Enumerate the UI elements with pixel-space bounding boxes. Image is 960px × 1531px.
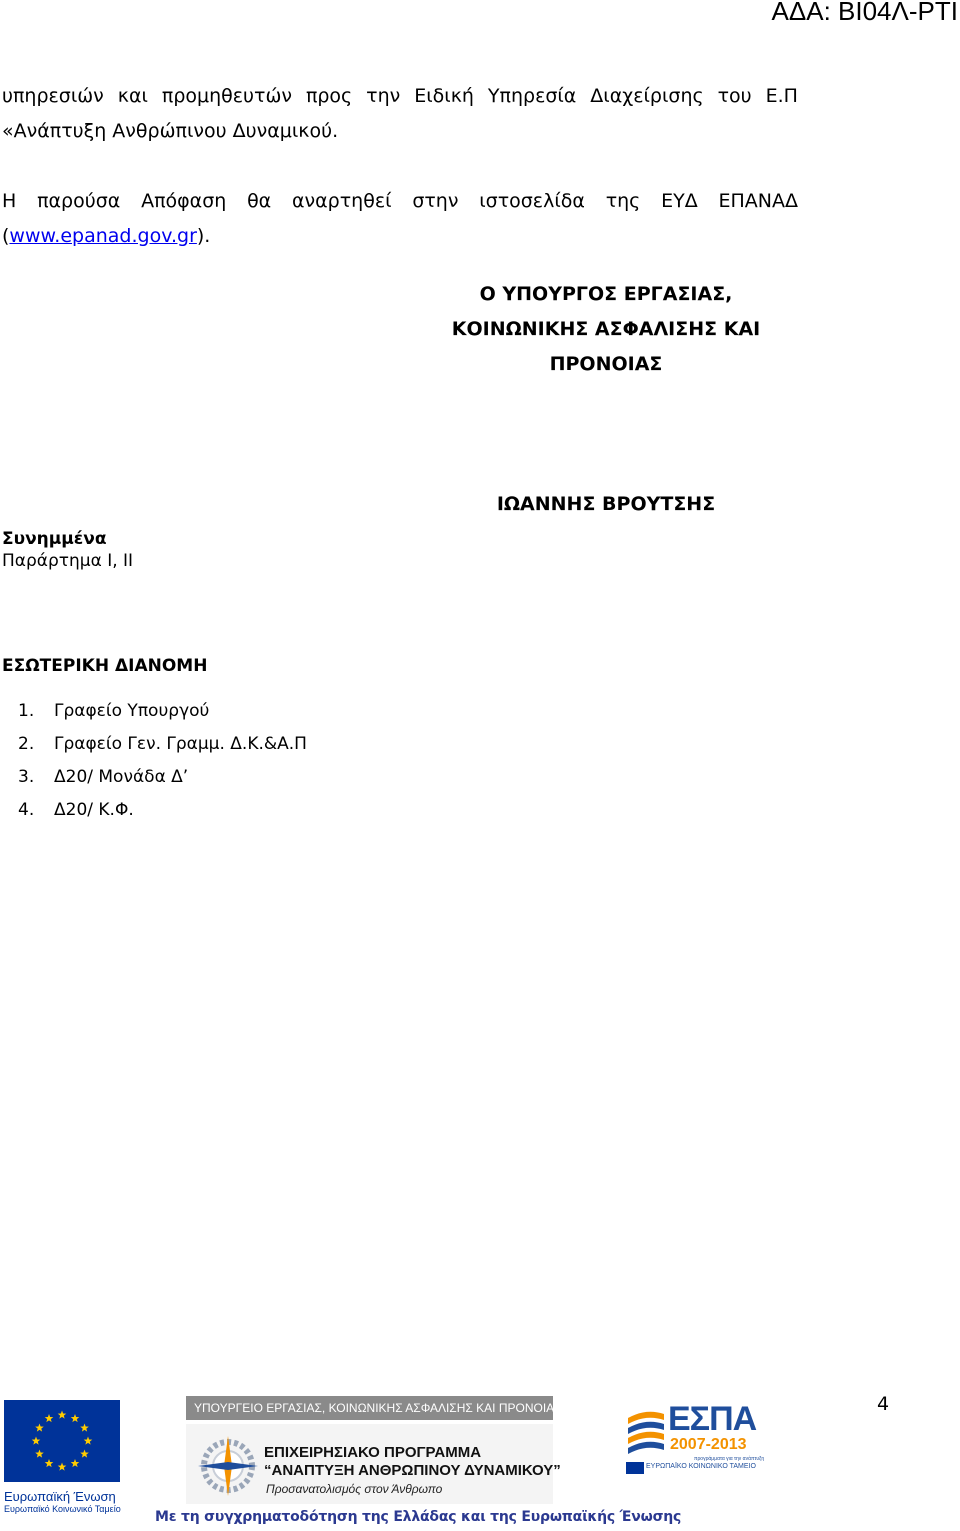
attachments bbox=[2, 528, 133, 572]
espa-logo bbox=[626, 1400, 765, 1482]
paragraph-2 bbox=[2, 184, 798, 254]
eu-flag-icon bbox=[4, 1400, 120, 1482]
paragraph-1-line-1 bbox=[2, 79, 798, 114]
word: Ειδική bbox=[414, 85, 474, 107]
op-line-2: “ΑΝΑΠΤΥΞΗ ΑΝΘΡΩΠΙΝΟΥ ΔΥΝΑΜΙΚΟΥ” bbox=[264, 1462, 561, 1479]
signature-title-line-3: ΠΡΟΝΟΙΑΣ bbox=[549, 353, 663, 375]
signature-title-line-2: ΚΟΙΝΩΝΙΚΗΣ ΑΣΦΑΛΙΣΗΣ ΚΑΙ bbox=[451, 318, 761, 340]
word: της bbox=[605, 190, 641, 212]
word: ΕΥΔ bbox=[661, 190, 698, 212]
word: παρούσα bbox=[37, 190, 121, 212]
ministry-band-text: ΥΠΟΥΡΓΕΙΟ ΕΡΓΑΣΙΑΣ, ΚΟΙΝΩΝΙΚΗΣ ΑΣΦΑΛΙΣΗΣ ΚΑΙ ΠΡΟΝΟΙΑΣ bbox=[194, 1401, 562, 1415]
distribution-item-text: Γραφείο Γεν. Γραμμ. Δ.Κ.&Α.Π bbox=[54, 734, 307, 754]
espa-sub: ΕΥΡΩΠΑΪΚΟ ΚΟΙΝΩΝΙΚΟ ΤΑΜΕΙΟ bbox=[646, 1463, 756, 1470]
epanad-link[interactable]: www.epanad.gov.gr bbox=[9, 225, 197, 247]
word: υπηρεσιών bbox=[2, 85, 104, 107]
distribution-item-number: 2. bbox=[18, 734, 35, 754]
word: Διαχείρισης bbox=[590, 85, 704, 107]
word: ιστοσελίδα bbox=[479, 190, 585, 212]
word: και bbox=[117, 85, 148, 107]
word: του bbox=[717, 85, 752, 107]
paragraph-2-line-1 bbox=[2, 184, 798, 219]
paragraph-1-line-2: «Ανάπτυξη Ανθρώπινου Δυναμικού. bbox=[2, 120, 339, 142]
ada-code: ΑΔΑ: ΒΙ04Λ-ΡΤΙ bbox=[771, 0, 958, 26]
distribution-item-text: Δ20/ Κ.Φ. bbox=[54, 800, 134, 820]
word: Ε.Π bbox=[765, 85, 798, 107]
attachments-text: Παράρτημα Ι, ΙΙ bbox=[2, 551, 134, 571]
op-line-1: ΕΠΙΧΕΙΡΗΣΙΑΚΟ ΠΡΟΓΡΑΜΜΑ bbox=[264, 1444, 482, 1461]
distribution-item-text: Δ20/ Μονάδα Δ’ bbox=[54, 767, 189, 787]
distribution-item-number: 4. bbox=[18, 800, 35, 820]
distribution-item-text: Γραφείο Υπουργού bbox=[54, 701, 210, 721]
word: αναρτηθεί bbox=[292, 190, 392, 212]
distribution-item bbox=[18, 794, 307, 827]
distribution-heading: ΕΣΩΤΕΡΙΚΗ ΔΙΑΝΟΜΗ bbox=[2, 656, 208, 676]
word: την bbox=[366, 85, 401, 107]
op-logo bbox=[186, 1424, 561, 1504]
word: στην bbox=[412, 190, 459, 212]
distribution-item bbox=[18, 695, 307, 728]
word: Υπηρεσία bbox=[487, 85, 577, 107]
espa-wave-icon bbox=[626, 1406, 666, 1454]
page-number: 4 bbox=[877, 1393, 890, 1415]
distribution-item bbox=[18, 761, 307, 794]
espa-eu-flag-icon bbox=[626, 1462, 644, 1474]
word: θα bbox=[247, 190, 272, 212]
word: προς bbox=[305, 85, 353, 107]
attachments-heading: Συνημμένα bbox=[2, 529, 107, 549]
eu-sub: Ευρωπαϊκό Κοινωνικό Ταμείο bbox=[4, 1504, 121, 1514]
word: προμηθευτών bbox=[161, 85, 292, 107]
paragraph-1 bbox=[2, 79, 798, 149]
eu-logo bbox=[4, 1400, 120, 1512]
distribution-item-number: 3. bbox=[18, 767, 35, 787]
word: ΕΠΑΝΑΔ bbox=[718, 190, 798, 212]
signatory-name: ΙΩΑΝΝΗΣ ΒΡΟΥΤΣΗΣ bbox=[496, 493, 716, 515]
signature-title bbox=[442, 277, 770, 382]
espa-title: ΕΣΠΑ bbox=[668, 1400, 757, 1438]
signature-title-line-1: Ο ΥΠΟΥΡΓΟΣ ΕΡΓΑΣΙΑΣ, bbox=[479, 283, 733, 305]
cofinancing-caption: Με τη συγχρηματοδότηση της Ελλάδας και της Ευρωπαϊκής Ένωσης bbox=[155, 1509, 682, 1525]
word: Απόφαση bbox=[141, 190, 227, 212]
ministry-band bbox=[186, 1396, 562, 1420]
espa-years: 2007-2013 bbox=[670, 1436, 747, 1453]
distribution-list bbox=[18, 695, 307, 827]
op-line-3: Προσανατολισμός στον Άνθρωπο bbox=[266, 1482, 443, 1496]
espa-tag: προγράμματα για την ανάπτυξη bbox=[694, 1456, 765, 1462]
distribution-item bbox=[18, 728, 307, 761]
word: Η bbox=[2, 190, 17, 212]
paragraph-2-line-2: (www.epanad.gov.gr). bbox=[2, 225, 211, 247]
distribution-item-number: 1. bbox=[18, 701, 35, 721]
compass-icon bbox=[194, 1432, 262, 1500]
eu-label: Ευρωπαϊκή Ένωση bbox=[4, 1489, 116, 1504]
